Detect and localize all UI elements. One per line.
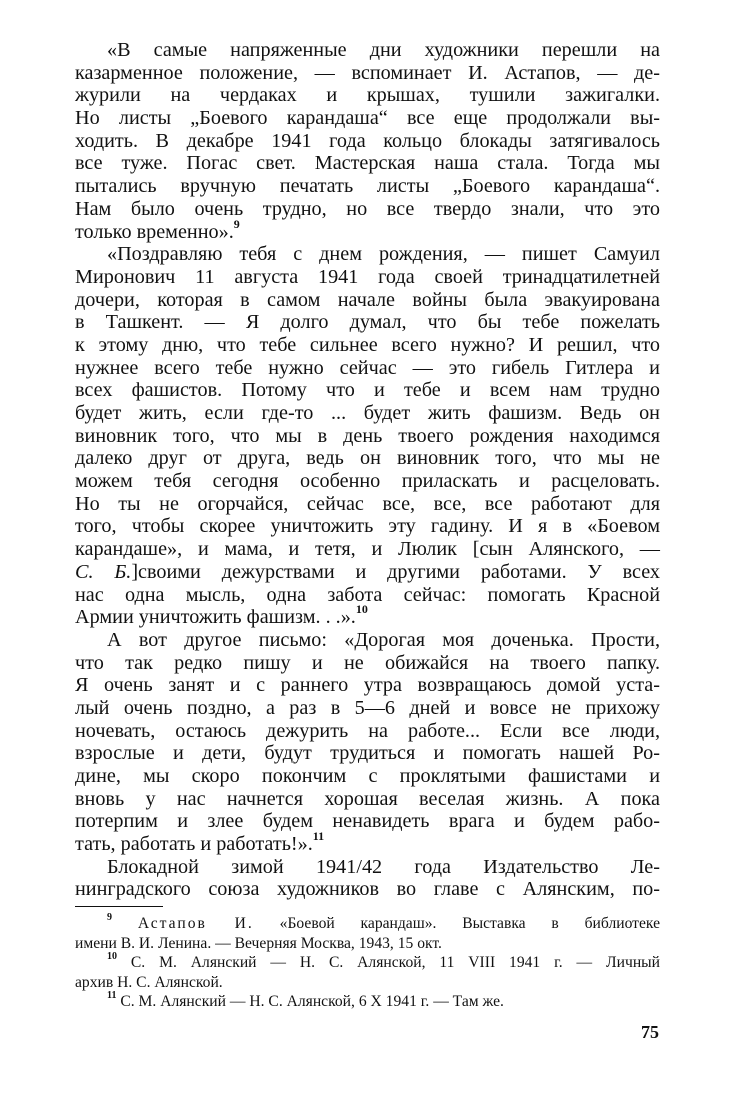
footnote-mark: 11: [107, 989, 117, 1001]
text-line: [75, 216, 660, 244]
text-line: будет жить, если где-то ... будет жить фашизм. Ведь он: [75, 402, 660, 424]
text-line: что так редко пишу и не обижайся на твоего папку.: [75, 651, 660, 674]
text-line: в Ташкент. — Я долго думал, что бы тебе пожелать: [75, 311, 660, 334]
footnote-mark: 10: [107, 950, 117, 962]
text-line: [75, 602, 660, 629]
text-line: пытались вручную печатать листы „Боевого карандаша“.: [75, 175, 660, 198]
text-line: к этому дню, что тебе сильнее всего нужно? И решил, что: [75, 333, 660, 356]
page-number: 75: [641, 1022, 659, 1042]
text-line: казарменное положение, — вспоминает И. Астапов, — де-: [75, 61, 660, 84]
text-line: дине, мы скоро покончим с проклятыми фашистами и: [75, 765, 660, 787]
text-line: того, чтобы скорее уничтожить эту гадину. И я в «Боевом: [75, 515, 660, 538]
text-line: Нам было очень трудно, но все твердо знали, что это: [75, 197, 660, 220]
text-line: дочери, которая в самом начале войны была эвакуирована: [75, 288, 660, 311]
footnote-divider: [75, 906, 163, 907]
initials-italic: С. Б.: [75, 560, 132, 583]
text-line: потерпим и злее будем ненавидеть врага и будем рабо-: [75, 810, 660, 833]
footnote-11: [75, 989, 660, 1012]
footnote-10-cont: архив Н. С. Алянской.: [75, 973, 223, 991]
footnote-text: С. М. Алянский — Н. С. Алянской, 6 X 1941 г. — Там же.: [120, 993, 504, 1010]
line-text: тать, работать и работать!».: [75, 833, 313, 856]
text-line: «В самые напряженные дни художники перешли на: [107, 39, 660, 61]
footnote-9: [75, 911, 661, 934]
text-line: ходить. В декабре 1941 года кольцо блокады затягивалось: [75, 129, 660, 152]
text-line: А вот другое письмо: «Дорогая моя доченька. Прости,: [107, 628, 660, 651]
text-line: виновник того, что мы в день твоего рождения находимся: [75, 424, 660, 447]
text-line: можем тебя сегодня особенно приласкать и расцеловать.: [75, 470, 660, 493]
text-line: ночевать, остаюсь дежурить на работе... Если все люди,: [75, 719, 660, 742]
text-line: журили на чердаках и крышах, тушили зажигалки.: [75, 84, 660, 107]
footnote-mark: 9: [107, 911, 112, 923]
text-line: Но ты не огорчайся, сейчас все, все, все работают для: [75, 492, 660, 515]
text-line: вновь у нас начнется хорошая веселая жизнь. А пока: [75, 787, 660, 810]
footnote-9-cont: имени В. И. Ленина. — Вечерняя Москва, 1943, 15 окт.: [75, 934, 442, 952]
text-line: все туже. Погас свет. Мастерская наша стала. Тогда мы: [75, 152, 660, 175]
line-text: Армии уничтожить фашизм. . .».: [75, 606, 356, 629]
text-line: всех фашистов. Потому что и тебе и всем нам трудно: [75, 379, 660, 402]
text-line: лый очень поздно, а раз в 5—6 дней и вовсе не прихожу: [75, 696, 660, 719]
text-line: [75, 561, 660, 584]
text-line: карандаше», и мама, и тетя, и Люлик [сын Алянского, —: [75, 538, 660, 561]
footnote-ref: 11: [312, 829, 325, 844]
text-line: Но листы „Боевого карандаша“ все еще продолжали вы-: [75, 107, 660, 130]
text-line: далеко друг от друга, ведь он виновник того, что мы не: [75, 447, 660, 470]
line-text: только временно».: [75, 220, 234, 243]
text-line: нужнее всего тебе нужно сейчас — это гибель Гитлера и: [75, 356, 660, 379]
text-line: нинградского союза художников во главе с Алянским, по-: [75, 878, 660, 901]
footnote-ref: 9: [233, 216, 240, 231]
footnotes: [75, 911, 661, 1012]
text-line: нас одна мысль, одна забота сейчас: помогать Красной: [75, 583, 660, 606]
footnote-10: [75, 950, 660, 973]
footnote-ref: 10: [355, 602, 368, 617]
text-line: Блокадной зимой 1941/42 года Издательство Ле-: [107, 855, 660, 878]
text-line: Миронович 11 августа 1941 года своей тринадцатилетней: [75, 265, 660, 288]
line-text: ]своими дежурствами и другими работами. У всех: [131, 560, 661, 583]
body-text: [75, 39, 660, 901]
footnote-author: Астапов И.: [137, 915, 254, 932]
text-line: [75, 829, 660, 856]
footnote-text: С. М. Алянский — Н. С. Алянской, 11 VIII 1941 г. — Личный: [130, 954, 660, 971]
text-line: «Поздравляю тебя с днем рождения, — пишет Самуил: [107, 243, 660, 266]
footnote-text: «Боевой карандаш». Выставка в библиотеке: [279, 915, 661, 932]
text-line: взрослые и дети, будут трудиться и помогать нашей Ро-: [75, 742, 660, 765]
text-line: Я очень занят и с раннего утра возвращаюсь домой уста-: [75, 674, 660, 697]
